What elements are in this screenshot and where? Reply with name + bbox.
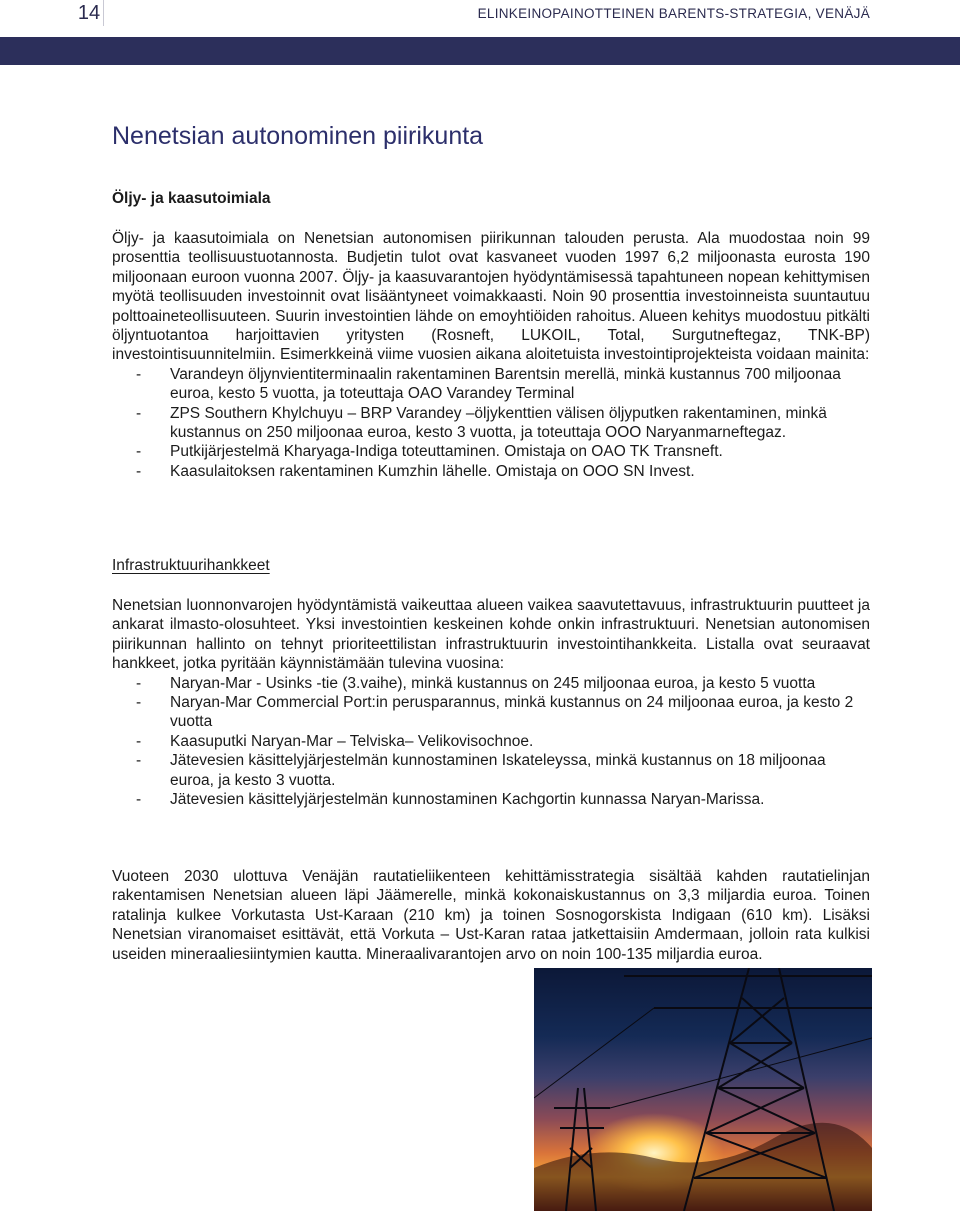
power-pylon-sunset-photo: [534, 968, 872, 1211]
paragraph: Nenetsian luonnonvarojen hyödyntämistä vaikeuttaa alueen vaikea saavutettavuus, infrastruktuurin puutteet ja ankarat ilmasto-olosuhteet. Yksi investointien keskeinen kohde onkin infrastruktuuri. Nenetsian autonomisen piirikunnan hallinto on tehnyt prioriteettilistan infrastruktuurin investointihankkeita. Listalla ovat seuraavat hankkeet, jotka pyritään käynnistämään tulevina vuosina:: [112, 597, 870, 673]
list-item: - Putkijärjestelmä Kharyaga-Indiga toteuttaminen. Omistaja on OAO TK Transneft.: [112, 442, 870, 461]
infrastructure-project-list: [112, 674, 870, 810]
page-title: Nenetsian autonominen piirikunta: [112, 122, 484, 150]
railway-paragraph: [112, 867, 870, 964]
header-band: [0, 37, 960, 65]
section-body-infrastructure: [112, 596, 870, 809]
section-title-infrastructure: Infrastruktuurihankkeet: [112, 557, 270, 574]
investment-project-list: [112, 365, 870, 481]
section-body-oil-gas: [112, 229, 870, 481]
header-divider: [103, 0, 104, 26]
page-number: 14: [77, 2, 101, 24]
list-item: - ZPS Southern Khylchuyu – BRP Varandey –öljykenttien välisen öljyputken rakentaminen, minkä kustannus on 250 miljoonaa euroa, kesto 3 vuotta, ja toteuttaja OOO Naryanmarneftegaz.: [112, 404, 870, 443]
list-item: - Jätevesien käsittelyjärjestelmän kunnostaminen Iskateleyssa, minkä kustannus on 18 miljoonaa euroa, ja kesto 3 vuotta.: [112, 751, 870, 790]
running-title: ELINKEINOPAINOTTEINEN BARENTS-STRATEGIA, VENÄJÄ: [477, 6, 870, 21]
list-item: - Kaasuputki Naryan-Mar – Telviska– Velikovisochnoe.: [112, 732, 870, 751]
list-item: - Varandeyn öljynvientiterminaalin rakentaminen Barentsin merellä, minkä kustannus 700 miljoonaa euroa, kesto 5 vuotta, ja toteuttaja OAO Varandey Terminal: [112, 365, 870, 404]
paragraph: Öljy- ja kaasutoimiala on Nenetsian autonomisen piirikunnan talouden perusta. Ala muodostaa noin 99 prosenttia teollisuustuotannosta. Budjetin tulot ovat kasvaneet vuoden 1997 6,2 miljoonasta eurosta 190 miljoonaan euroon vuonna 2007. Öljy- ja kaasuvarantojen hyödyntämisessä tapahtuneen nopean kehittymisen myötä teollisuuden investoinnit ovat lisääntyneet voimakkaasti. Noin 90 prosenttia investoinneista suuntautuu polttoaineteollisuuteen. Suurin investointien lähde on emoyhtiöiden rahoitus. Alueen kehitys muodostuu pitkälti öljyntuotantoa harjoittavien yritysten (Rosneft, LUKOIL, Total, Surgutneftegaz, TNK-BP) investointisuunnitelmiin. Esimerkkeinä viime vuosien aikana aloitetuista investointiprojekteista voidaan mainita:: [112, 230, 870, 364]
pylon-silhouette-image: [534, 968, 872, 1211]
list-item: - Kaasulaitoksen rakentaminen Kumzhin lähelle. Omistaja on OOO SN Invest.: [112, 462, 870, 481]
list-item: - Naryan-Mar Commercial Port:in perusparannus, minkä kustannus on 24 miljoonaa euroa, ja kesto 2 vuotta: [112, 693, 870, 732]
paragraph: Vuoteen 2030 ulottuva Venäjän rautatieliikenteen kehittämisstrategia sisältää kahden rautatielinjan rakentamisen Nenetsian alueen läpi Jäämerelle, minkä kokonaiskustannus on 3,3 miljardia euroa. Toinen ratalinja kulkee Vorkutasta Ust-Karaan (210 km) ja toinen Sosnogorskista Indigaan (610 km). Lisäksi Nenetsian viranomaiset esittävät, että Vorkuta – Ust-Karan rataa jatkettaisiin Amdermaan, jolloin rata kulkisi useiden mineraaliesiintymien kautta. Mineraalivarantojen arvo on noin 100-135 miljardia euroa.: [112, 868, 870, 963]
list-item: - Naryan-Mar - Usinks -tie (3.vaihe), minkä kustannus on 245 miljoonaa euroa, ja kesto 5 vuotta: [112, 674, 870, 693]
list-item: - Jätevesien käsittelyjärjestelmän kunnostaminen Kachgortin kunnassa Naryan-Marissa.: [112, 790, 870, 809]
section-title-oil-gas: Öljy- ja kaasutoimiala: [112, 190, 271, 207]
